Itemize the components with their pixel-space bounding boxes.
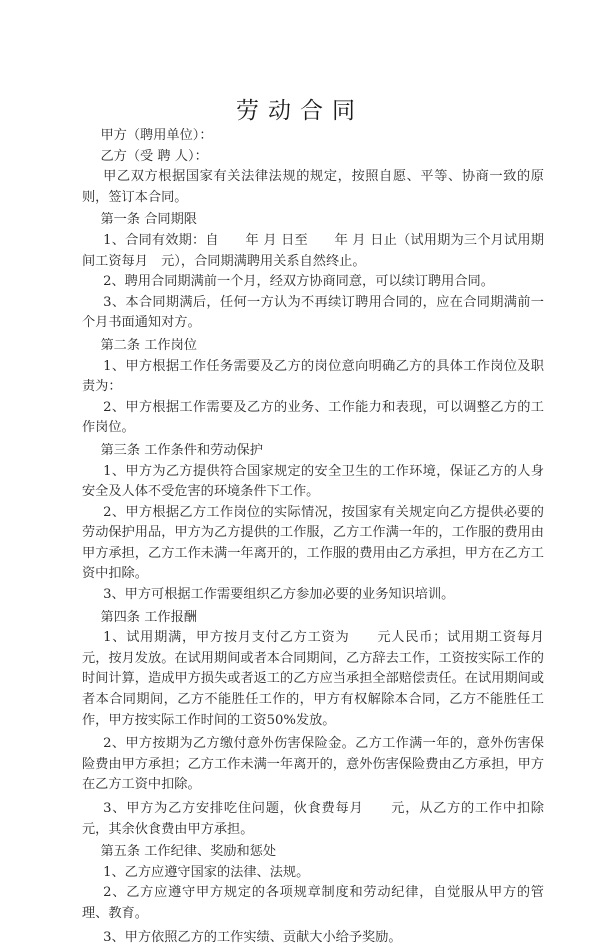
party-b-line: 乙方（受 聘 人）： bbox=[100, 148, 208, 164]
clause-paragraph: 3、甲方依照乙方的工作实绩、贡献大小给予奖励。 bbox=[103, 929, 402, 945]
contract-body bbox=[82, 126, 571, 948]
clause-paragraph: 2、甲方按期为乙方缴付意外伤害保险金。乙方工作满一年的，意外伤害保险费由甲方承担；乙方工作未满一年离开的，意外伤害保险费由乙方承担，甲方在乙方工资中扣除。 bbox=[82, 736, 544, 793]
clause-paragraph: 1、乙方应遵守国家的法律、法规。 bbox=[103, 864, 310, 880]
intro-paragraph: 甲乙双方根据国家有关法律法规的规定，按照自愿、平等、协商一致的原则，签订本合同。 bbox=[82, 169, 544, 205]
document-title: 劳动合同 bbox=[236, 98, 364, 124]
clause-paragraph: 1、试用期满，甲方按月支付乙方工资为 元人民币；试用期工资每月 元，按月发放。在试用期间或者本合同期间，乙方辞去工作，工资按实际工作的时间计算，造成甲方损失或者返工的乙方应当承担全部赔偿责任。在试用期间或者本合同期间，乙方不能胜任工作的，甲方有权解除本合同，乙方不能胜任工作，甲方按实际工作时间的工资50%发放。 bbox=[82, 630, 571, 728]
clause-paragraph: 2、甲方根据乙方工作岗位的实际情况，按国家有关规定向乙方提供必要的劳动保护用品，甲方为乙方提供的工作服，乙方工作满一年的，工作服的费用由甲方承担，乙方工作未满一年离开的，工作服的费用由乙方承担，甲方在乙方工资中扣除。 bbox=[82, 504, 544, 582]
section-heading: 第一条 合同期限 bbox=[100, 212, 197, 228]
clause-paragraph: 3、甲方可根据工作需要组织乙方参加必要的业务知识培训。 bbox=[103, 587, 455, 603]
clause-paragraph: 1、甲方为乙方提供符合国家规定的安全卫生的工作环境，保证乙方的人身安全及人体不受危害的环境条件下工作。 bbox=[82, 463, 544, 500]
clause-paragraph: 1、合同有效期：自 年 月 日至 年 月 日止（试用期为三个月试用期间工资每月 元），合同期满聘用关系自然终止。 bbox=[82, 232, 544, 269]
clause-paragraph: 2、甲方根据工作需要及乙方的业务、工作能力和表现，可以调整乙方的工作岗位。 bbox=[82, 399, 544, 436]
clause-paragraph: 1、甲方根据工作任务需要及乙方的岗位意向明确乙方的具体工作岗位及职责为： bbox=[82, 358, 544, 395]
clause-paragraph: 2、聘用合同期满前一个月，经双方协商同意，可以续订聘用合同。 bbox=[103, 274, 494, 290]
section-heading: 第二条 工作岗位 bbox=[100, 337, 197, 353]
clause-paragraph: 3、本合同期满后，任何一方认为不再续订聘用合同的，应在合同期满前一个月书面通知对方。 bbox=[82, 294, 544, 331]
clause-paragraph: 3、甲方为乙方安排吃住问题，伙食费每月 元，从乙方的工作中扣除 元，其余伙食费由甲方承担。 bbox=[82, 801, 571, 837]
party-a-line: 甲方（聘用单位）： bbox=[100, 128, 213, 143]
section-heading: 第三条 工作条件和劳动保护 bbox=[100, 442, 263, 458]
section-heading: 第五条 工作纪律、奖励和惩处 bbox=[100, 844, 277, 860]
clause-paragraph: 2、乙方应遵守甲方规定的各项规章制度和劳动纪律，自觉服从甲方的管理、教育。 bbox=[82, 885, 544, 921]
section-heading: 第四条 工作报酬 bbox=[100, 609, 197, 625]
